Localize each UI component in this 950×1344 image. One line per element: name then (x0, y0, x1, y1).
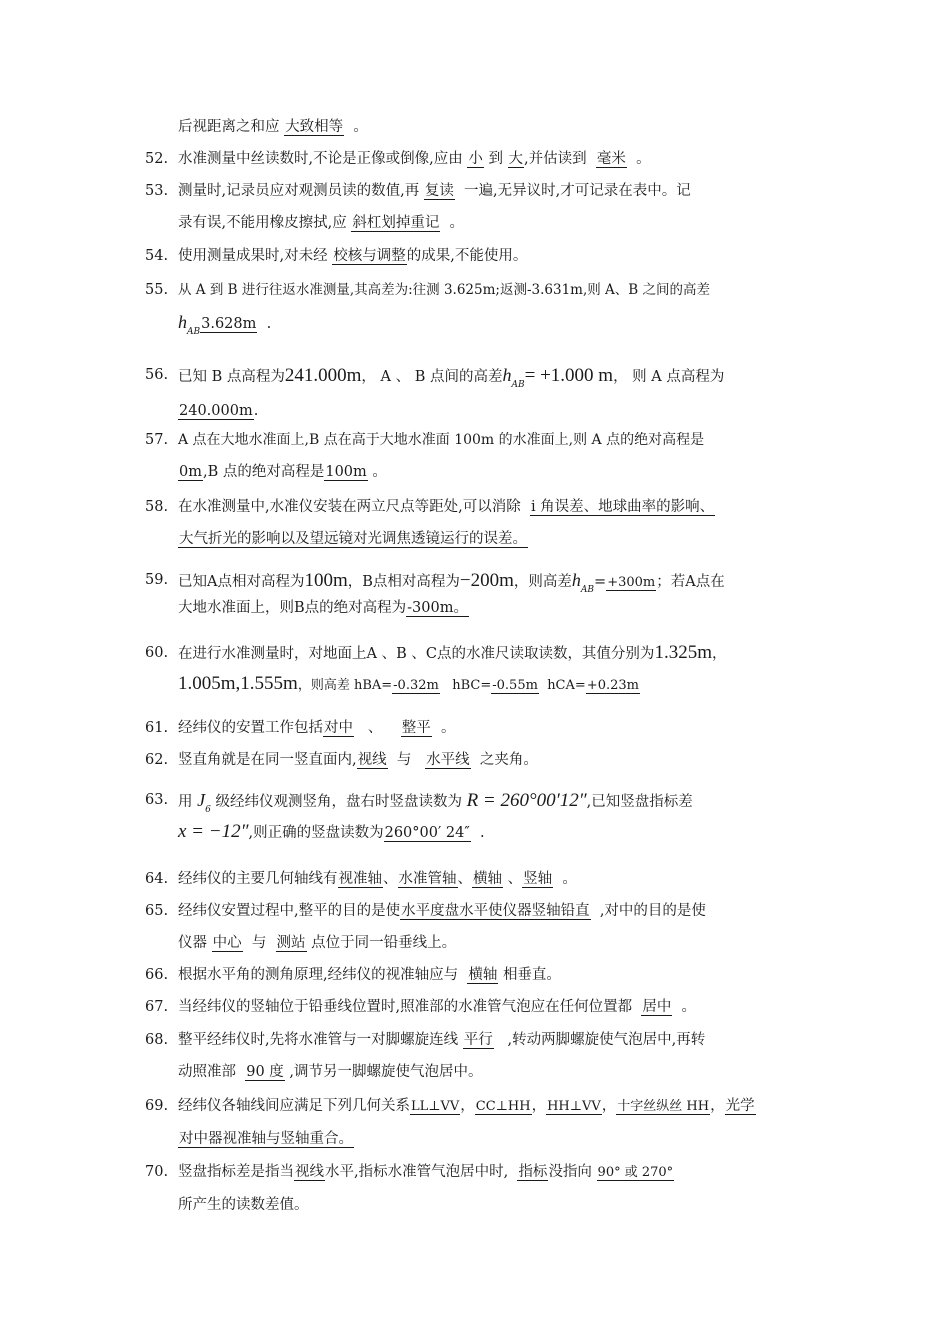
text: ,调节另一脚螺旋使气泡居中。 (289, 1064, 483, 1080)
item-number: 56. (145, 367, 169, 383)
item-67 (145, 997, 810, 1017)
text-line (178, 497, 810, 517)
answer-blank: 3.628m (201, 316, 257, 332)
answer-blank: 测站 (276, 935, 306, 951)
text: 经纬仪的安置工作包括 (178, 720, 323, 736)
item-55 (145, 280, 810, 336)
text: 经纬仪的主要几何轴线有 (178, 871, 338, 887)
item-number: 59. (145, 572, 169, 588)
text: ,并估读到 (524, 151, 587, 167)
text: 、 (507, 871, 523, 887)
text-line (178, 312, 810, 336)
text-line (178, 213, 810, 233)
text-line (178, 1096, 810, 1117)
item-66 (145, 965, 810, 985)
item-number: 70. (145, 1164, 169, 1180)
answer-blank: 中心 (212, 935, 242, 951)
text-line (178, 462, 810, 482)
math-symbol: J (197, 790, 206, 810)
text: 。 (636, 151, 651, 167)
text: 使用测量成果时,对未经 (178, 248, 328, 264)
text: 水平,指标水准管气泡居中时, (325, 1164, 509, 1180)
text: ,则正确的竖盘读数为 (248, 825, 384, 841)
answer-blank: 100m (325, 464, 367, 480)
text-line (178, 718, 810, 738)
math-symbol: = (594, 574, 607, 590)
answer-blank: +0.23m (586, 678, 639, 693)
text: ， A 、 B 点间的高差 (361, 369, 503, 385)
item-65 (145, 901, 810, 953)
text: ， (710, 1098, 725, 1114)
math-value: x = −12″ (178, 821, 249, 842)
answer-blank: HH⊥VV (547, 1099, 601, 1114)
answer-blank: 竖轴 (523, 871, 553, 887)
item-59 (145, 570, 810, 618)
math-value: R = 260°00′12″ (466, 790, 587, 811)
item-number: 58. (145, 499, 169, 515)
math-symbol: h (571, 570, 581, 590)
math-subscript: 6 (205, 805, 211, 815)
item-number: 66. (145, 967, 169, 983)
answer-blank: 90 度 (246, 1064, 284, 1080)
text-line (178, 1062, 810, 1082)
text: ,B 点的绝对高程是 (202, 464, 325, 480)
text: 整平经纬仪时,先将水准管与一对脚螺旋连线 (178, 1032, 459, 1048)
text-line (178, 1162, 810, 1183)
answer-blank: 平行 (463, 1032, 493, 1048)
item-number: 65. (145, 903, 169, 919)
text-line (178, 997, 810, 1017)
text: 当经纬仪的竖轴位于铅垂线位置时,照准部的水准管气泡应在任何位置都 (178, 999, 633, 1015)
text: 动照准部 (178, 1064, 236, 1080)
text: 经纬仪安置过程中,整平的目的是使 (178, 903, 401, 919)
text: 相垂直。 (502, 967, 561, 983)
item-number: 60. (145, 645, 169, 661)
answer-blank: 斜杠划掉重记 (352, 215, 440, 231)
text: A 点在大地水准面上,B 点在高于大地水准面 100m 的水准面上,则 A 点的绝对高程是 (178, 432, 705, 448)
text: 录有误,不能用橡皮擦拭,应 (178, 215, 347, 231)
item-61 (145, 718, 810, 738)
text: 没指向 (548, 1164, 592, 1180)
text: 。 (440, 720, 456, 736)
item-64 (145, 869, 810, 889)
text: 已知 B 点高程为 (178, 369, 285, 385)
item-number: 67. (145, 999, 169, 1015)
text: 已知A点相对高程为 (178, 574, 305, 590)
text: ， 则 A 点高程为 (613, 369, 725, 385)
item-68 (145, 1030, 810, 1082)
text: 竖盘指标差是指当 (178, 1164, 294, 1180)
text: hCA= (547, 678, 586, 693)
math-symbol: h (178, 312, 187, 332)
answer-blank: -0.32m (393, 678, 439, 693)
answer-blank: -300m。 (407, 600, 468, 616)
answer-blank: 大气折光的影响以及望远镜对光调焦透镜运行的误差。 (179, 531, 527, 547)
answer-blank: 视准轴 (338, 871, 382, 887)
text: . (266, 316, 272, 332)
text: ， (531, 1098, 547, 1114)
item-53 (145, 181, 810, 233)
text: 从 A 到 B 进行往返水准测量,其高差为:往测 3.625m;返测-3.631m,则 A、B 之间的高差 (178, 282, 711, 298)
text-line (178, 401, 810, 421)
text-line (178, 117, 810, 137)
text: 、 (457, 871, 472, 887)
item-number: 62. (145, 752, 169, 768)
text: 与 (396, 752, 412, 768)
math-subscript: AB (580, 585, 595, 595)
answer-blank: LL⊥VV (411, 1099, 460, 1114)
text: ， (601, 1098, 617, 1114)
text-line (178, 965, 810, 985)
text: 、 (383, 871, 398, 887)
answer-blank: 横轴 (473, 871, 502, 887)
text-line (178, 570, 810, 594)
item-number: 54. (145, 248, 169, 264)
item-number: 57. (145, 432, 169, 448)
text: 。 (681, 999, 697, 1015)
text: 。 (449, 215, 465, 231)
text: 水准测量中丝读数时,不论是正像或倒像,应由 (178, 151, 463, 167)
item-54 (145, 246, 810, 266)
text: ， (711, 646, 727, 662)
answer-blank: 0m (179, 464, 202, 480)
item-number: 53. (145, 183, 169, 199)
answer-blank: 260°00′ 24″ (384, 825, 470, 841)
text: 所产生的读数差值。 (178, 1197, 309, 1213)
text-line (178, 901, 810, 921)
item-57 (145, 430, 810, 482)
text-line (178, 1030, 810, 1050)
text: ，B点相对高程为 (347, 574, 460, 590)
answer-blank: 整平 (401, 720, 431, 736)
text: 之夹角。 (479, 752, 538, 768)
text-line (178, 674, 810, 696)
text-line (178, 181, 810, 201)
answer-blank: 横轴 (468, 967, 498, 983)
math-subscript: AB (187, 327, 201, 337)
text: 。 (372, 464, 387, 480)
item-69 (145, 1096, 810, 1149)
answer-blank: 水平度盘水平使仪器竖轴铅直 (401, 903, 590, 919)
text-line (178, 643, 810, 664)
answer-blank: 居中 (642, 999, 672, 1015)
answer-blank: 对中 (324, 720, 353, 736)
answer-blank: 240.000m (179, 403, 253, 419)
text: . (479, 825, 485, 841)
text: 在水准测量中,水准仪安装在两立尺点等距处,可以消除 (178, 499, 521, 515)
math-value: 241.000m (284, 365, 362, 386)
text: ，则高差 (513, 574, 572, 590)
text: ,已知竖盘指标差 (586, 794, 693, 810)
text: hBC= (452, 678, 492, 693)
math-subscript: AB (511, 380, 525, 390)
text-line (178, 933, 810, 953)
text-line (178, 365, 810, 389)
item-number: 64. (145, 871, 169, 887)
answer-blank: 小 (468, 151, 483, 167)
text: 竖直角就是在同一竖直面内, (178, 752, 357, 768)
item-number: 69. (145, 1098, 169, 1114)
answer-blank: 指标 (518, 1164, 548, 1180)
text: 经纬仪各轴线间应满足下列几何关系 (178, 1098, 410, 1114)
text: 一遍,无异议时,才可记录在表中。记 (464, 183, 691, 199)
text: 后视距离之和应 (178, 119, 280, 135)
math-value: = +1.000 m (524, 365, 614, 386)
item-number: 61. (145, 720, 169, 736)
text-line (178, 598, 810, 618)
answer-blank: 水准管轴 (398, 871, 457, 887)
answer-blank: +300m (607, 575, 656, 590)
text: 的成果,不能使用。 (406, 248, 528, 264)
item-number: 68. (145, 1032, 169, 1048)
answer-blank: 视线 (295, 1164, 324, 1180)
item-60 (145, 643, 810, 696)
text: 到 (488, 151, 503, 167)
text: 点位于同一铅垂线上。 (311, 935, 457, 951)
answer-blank: 对中器视准轴与竖轴重合。 (179, 1131, 353, 1147)
math-symbol: h (502, 365, 512, 385)
text-line (178, 1195, 810, 1215)
text-line (178, 1129, 810, 1149)
math-value: 100m (304, 570, 348, 591)
text-line (178, 869, 810, 889)
answer-blank: 复读 (424, 183, 454, 199)
text: 仪器 (178, 935, 207, 951)
text-line (178, 280, 810, 300)
text-line (178, 149, 810, 169)
item-number: 55. (145, 282, 169, 298)
text: 与 (251, 935, 267, 951)
text: 根据水平角的测角原理,经纬仪的视准轴应与 (178, 967, 459, 983)
text-line (178, 790, 810, 814)
answer-blank: i 角误差、地球曲率的影响、 (530, 499, 715, 515)
text-line (178, 246, 810, 266)
answer-blank: 大 (508, 151, 524, 167)
answer-blank: 90° 或 270° (597, 1165, 674, 1180)
text: ；若A点在 (656, 574, 725, 590)
item-58 (145, 497, 810, 549)
math-value: 1.005m,1.555m (178, 673, 298, 694)
text: 。 (353, 119, 368, 135)
text: ,转动两脚螺旋使气泡居中,再转 (507, 1032, 706, 1048)
text: ， (460, 1098, 475, 1114)
item-62 (145, 750, 810, 770)
text: ,对中的目的是使 (599, 903, 706, 919)
answer-blank: 大致相等 (285, 119, 344, 135)
math-value: 1.325m (654, 642, 712, 663)
text-line (178, 529, 810, 549)
text: 大地水准面上，则B点的绝对高程为 (178, 600, 407, 616)
answer-blank: 校核与调整 (333, 248, 406, 264)
text: 级经纬仪观测竖角，盘右时竖盘读数为 (215, 794, 462, 810)
item-63 (145, 790, 810, 843)
answer-blank: 十字丝纵丝 HH (617, 1099, 710, 1114)
text: 、 (367, 720, 383, 736)
text-line (178, 750, 810, 770)
item-52 (145, 149, 810, 169)
answer-blank: 光学 (725, 1098, 755, 1114)
answer-blank: -0.55m (492, 678, 538, 693)
text-line (178, 822, 810, 843)
text: ，则高差 hBA= (297, 678, 393, 693)
item-number: 63. (145, 792, 169, 808)
text: 。 (562, 871, 577, 887)
item-56 (145, 365, 810, 421)
text-line (178, 430, 810, 450)
item-number: 52. (145, 151, 169, 167)
text: . (253, 403, 259, 419)
answer-blank: 水平线 (426, 752, 470, 768)
answer-blank: 视线 (357, 752, 387, 768)
text: 在进行水准测量时，对地面上A 、B 、C点的水准尺读取读数，其值分别为 (178, 646, 655, 662)
item-70 (145, 1162, 810, 1215)
answer-blank: 毫米 (596, 151, 626, 167)
answer-blank: CC⊥HH (475, 1099, 531, 1114)
item-51-cont (145, 117, 810, 137)
math-value: −200m (459, 570, 514, 591)
text: 用 (178, 794, 193, 810)
text: 测量时,记录员应对观测员读的数值,再 (178, 183, 420, 199)
